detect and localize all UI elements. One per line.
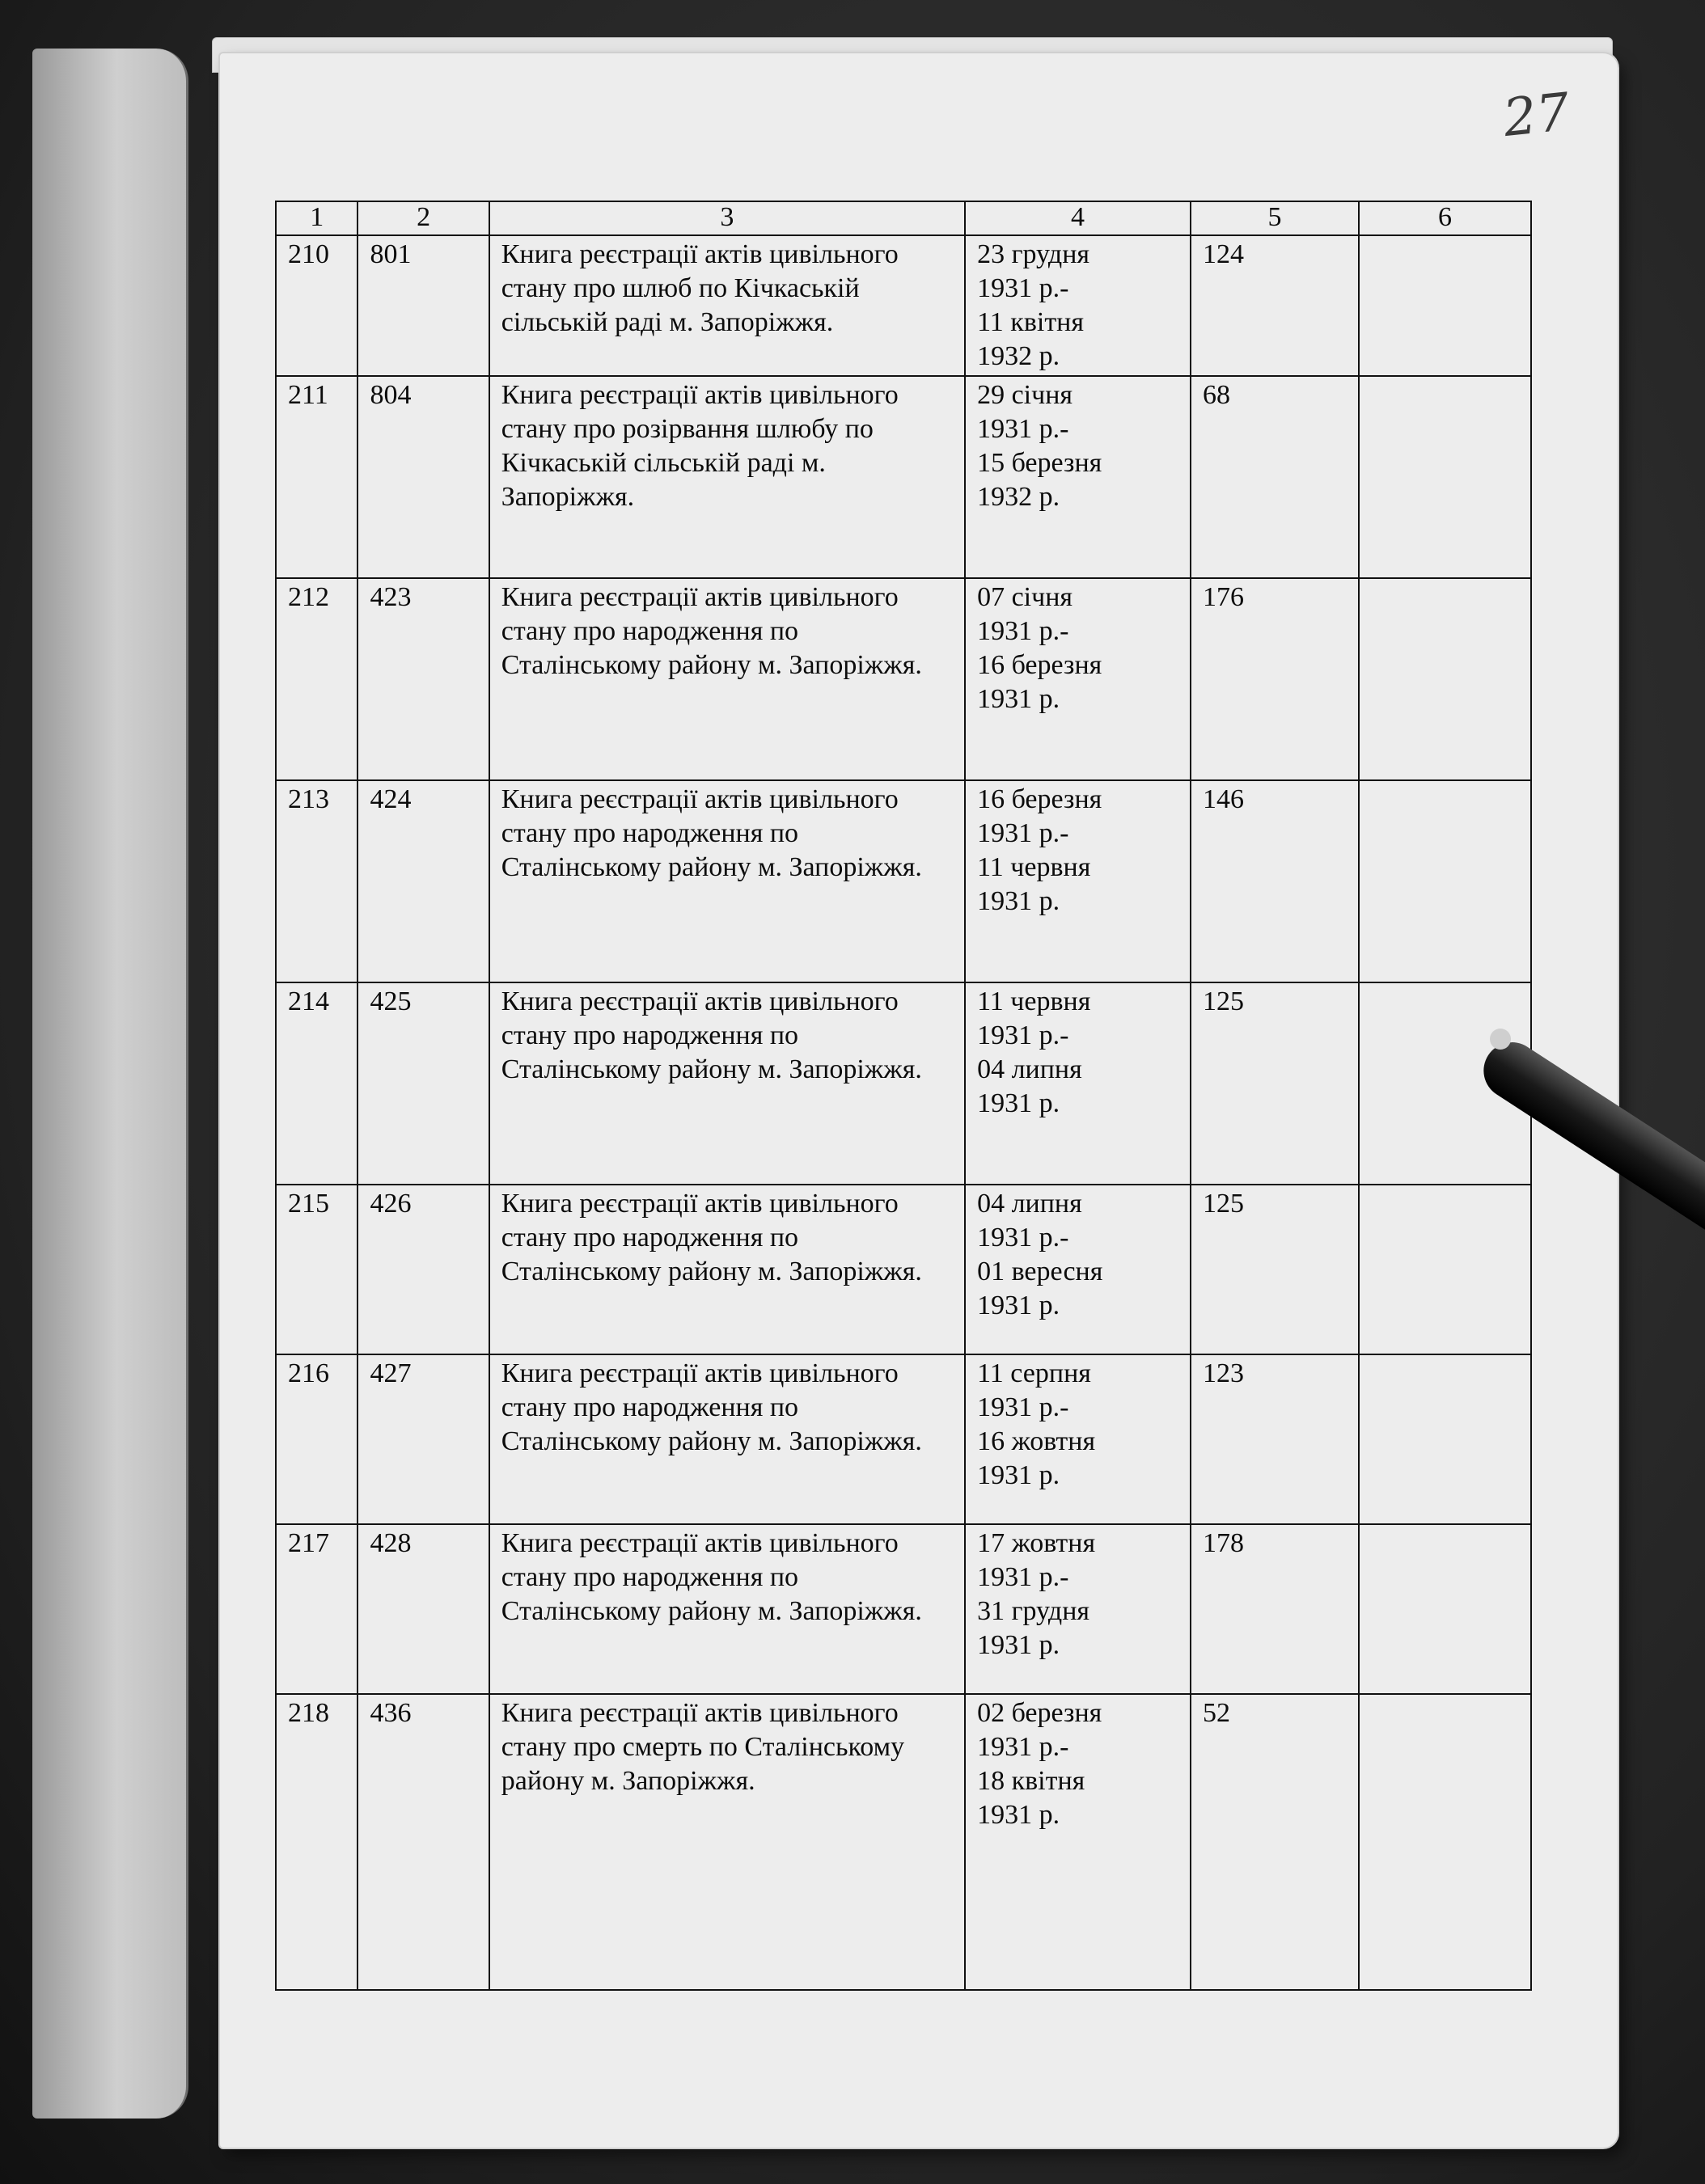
table-row — [276, 578, 1531, 780]
date-line: 1931 р. — [977, 1460, 1060, 1490]
column-header: 3 — [489, 201, 965, 235]
date-line: 11 червня — [977, 986, 1091, 1016]
date-line: 07 січня — [977, 582, 1073, 612]
dates-cell — [965, 982, 1191, 1185]
note-cell — [1359, 780, 1531, 982]
date-line: 01 вересня — [977, 1257, 1103, 1286]
date-line: 1931 р.- — [977, 616, 1069, 646]
dates-cell — [965, 1185, 1191, 1354]
sheets-count-cell: 125 — [1191, 1185, 1359, 1354]
sheets-count-cell: 125 — [1191, 982, 1359, 1185]
row-number-cell: 210 — [276, 235, 358, 376]
date-line: 11 квітня — [977, 307, 1085, 337]
note-cell — [1359, 376, 1531, 578]
date-line: 1931 р. — [977, 684, 1060, 714]
dates-cell — [965, 1694, 1191, 1990]
dates-cell — [965, 1354, 1191, 1524]
fund-number-cell: 804 — [358, 376, 489, 578]
row-number-cell: 217 — [276, 1524, 358, 1694]
table-row — [276, 780, 1531, 982]
date-line: 1931 р.- — [977, 818, 1069, 848]
column-header: 1 — [276, 201, 358, 235]
fund-number-cell: 436 — [358, 1694, 489, 1990]
title-cell: Книга реєстрації актів цивільного стану про розірвання шлюбу по Кічкаській сільській раді м. Запоріжжя. — [489, 376, 965, 578]
title-cell: Книга реєстрації актів цивільного стану про народження по Сталінському району м. Запоріжжя. — [489, 780, 965, 982]
fund-number-cell: 425 — [358, 982, 489, 1185]
date-line: 1932 р. — [977, 482, 1060, 512]
header-row — [276, 201, 1531, 235]
note-cell — [1359, 1524, 1531, 1694]
title-cell: Книга реєстрації актів цивільного стану про народження по Сталінському району м. Запоріжжя. — [489, 1185, 965, 1354]
sheets-count-cell: 68 — [1191, 376, 1359, 578]
dates-cell — [965, 780, 1191, 982]
date-line: 1932 р. — [977, 341, 1060, 371]
fund-number-cell: 428 — [358, 1524, 489, 1694]
table-row — [276, 1185, 1531, 1354]
date-line: 1931 р.- — [977, 1392, 1069, 1422]
title-cell: Книга реєстрації актів цивільного стану про народження по Сталінському району м. Запоріжжя. — [489, 1354, 965, 1524]
date-line: 11 серпня — [977, 1358, 1091, 1388]
title-cell: Книга реєстрації актів цивільного стану про народження по Сталінському району м. Запоріжжя. — [489, 982, 965, 1185]
date-line: 1931 р.- — [977, 273, 1069, 303]
row-number-cell: 214 — [276, 982, 358, 1185]
date-line: 17 жовтня — [977, 1528, 1096, 1558]
sheets-count-cell: 52 — [1191, 1694, 1359, 1990]
handwritten-page-number: 27 — [1500, 82, 1572, 150]
title-cell: Книга реєстрації актів цивільного стану про народження по Сталінському району м. Запоріжжя. — [489, 1524, 965, 1694]
registry-table — [275, 201, 1532, 1991]
date-line: 04 липня — [977, 1189, 1082, 1219]
note-cell — [1359, 1354, 1531, 1524]
note-cell — [1359, 578, 1531, 780]
column-header: 6 — [1359, 201, 1531, 235]
sheets-count-cell: 124 — [1191, 235, 1359, 376]
column-header: 2 — [358, 201, 489, 235]
fund-number-cell: 424 — [358, 780, 489, 982]
facing-page-edge — [32, 49, 188, 2119]
date-line: 1931 р. — [977, 886, 1060, 916]
table-row — [276, 376, 1531, 578]
date-line: 31 грудня — [977, 1596, 1090, 1626]
title-cell: Книга реєстрації актів цивільного стану про шлюб по Кічкаській сільській раді м. Запоріжжя. — [489, 235, 965, 376]
date-line: 1931 р.- — [977, 1020, 1069, 1050]
date-line: 1931 р. — [977, 1088, 1060, 1118]
fund-number-cell: 801 — [358, 235, 489, 376]
date-line: 1931 р.- — [977, 1732, 1069, 1762]
row-number-cell: 212 — [276, 578, 358, 780]
title-cell: Книга реєстрації актів цивільного стану про смерть по Сталінському району м. Запоріжжя. — [489, 1694, 965, 1990]
row-number-cell: 218 — [276, 1694, 358, 1990]
fund-number-cell: 427 — [358, 1354, 489, 1524]
column-header: 5 — [1191, 201, 1359, 235]
date-line: 04 липня — [977, 1054, 1082, 1084]
table-row — [276, 1354, 1531, 1524]
date-line: 16 березня — [977, 784, 1102, 814]
dates-cell — [965, 578, 1191, 780]
row-number-cell: 215 — [276, 1185, 358, 1354]
date-line: 1931 р.- — [977, 414, 1069, 444]
table-row — [276, 982, 1531, 1185]
date-line: 02 березня — [977, 1698, 1102, 1728]
sheets-count-cell: 176 — [1191, 578, 1359, 780]
row-number-cell: 213 — [276, 780, 358, 982]
date-line: 16 жовтня — [977, 1426, 1096, 1456]
date-line: 16 березня — [977, 650, 1102, 680]
table-row — [276, 1524, 1531, 1694]
date-line: 18 квітня — [977, 1766, 1085, 1796]
dates-cell — [965, 1524, 1191, 1694]
date-line: 1931 р. — [977, 1800, 1060, 1830]
document-page — [220, 53, 1618, 2148]
date-line: 1931 р. — [977, 1291, 1060, 1320]
fund-number-cell: 426 — [358, 1185, 489, 1354]
dates-cell — [965, 235, 1191, 376]
table-body — [276, 235, 1531, 1990]
sheets-count-cell: 178 — [1191, 1524, 1359, 1694]
table-row — [276, 1694, 1531, 1990]
dates-cell — [965, 376, 1191, 578]
row-number-cell: 216 — [276, 1354, 358, 1524]
note-cell — [1359, 1694, 1531, 1990]
fund-number-cell: 423 — [358, 578, 489, 780]
sheets-count-cell: 123 — [1191, 1354, 1359, 1524]
date-line: 1931 р.- — [977, 1223, 1069, 1253]
pen-tip — [1490, 1029, 1511, 1050]
note-cell — [1359, 1185, 1531, 1354]
date-line: 15 березня — [977, 448, 1102, 478]
sheets-count-cell: 146 — [1191, 780, 1359, 982]
row-number-cell: 211 — [276, 376, 358, 578]
note-cell — [1359, 235, 1531, 376]
date-line: 29 січня — [977, 380, 1073, 410]
table-row — [276, 235, 1531, 376]
date-line: 1931 р. — [977, 1630, 1060, 1660]
date-line: 23 грудня — [977, 239, 1090, 269]
date-line: 11 червня — [977, 852, 1091, 882]
title-cell: Книга реєстрації актів цивільного стану про народження по Сталінському району м. Запоріжжя. — [489, 578, 965, 780]
column-header: 4 — [965, 201, 1191, 235]
date-line: 1931 р.- — [977, 1562, 1069, 1592]
